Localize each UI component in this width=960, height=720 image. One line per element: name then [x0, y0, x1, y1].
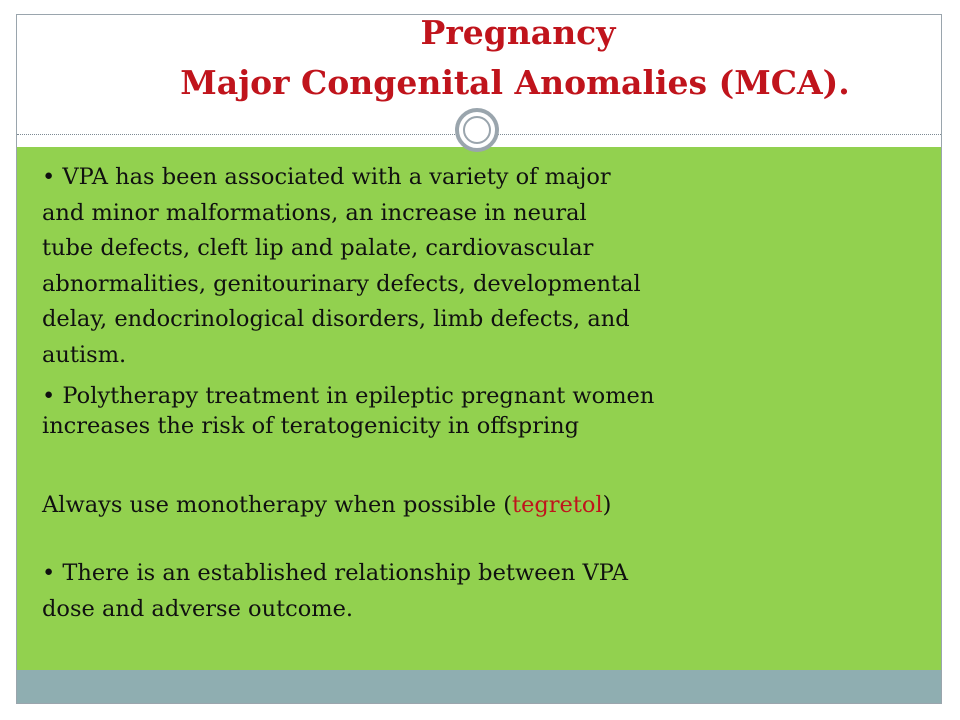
paragraph-polytherapy: [42, 381, 654, 441]
slide-title-line1: Pregnancy: [420, 13, 616, 52]
paragraph-line: increases the risk of teratogenicity in offspring: [42, 413, 580, 439]
paragraph-vpa-dose: [42, 556, 628, 627]
slide-title-line2: Major Congenital Anomalies (MCA).: [180, 63, 850, 102]
paragraph-line: autism.: [42, 341, 127, 368]
monotherapy-close-paren: ): [602, 492, 612, 518]
tegretol-highlight: tegretol: [512, 492, 603, 518]
paragraph-line: dose and adverse outcome.: [42, 595, 354, 622]
paragraph-line: and minor malformations, an increase in neural: [42, 199, 587, 226]
divider-ring-ornament: [455, 108, 499, 152]
monotherapy-text: Always use monotherapy when possible (: [42, 492, 513, 518]
paragraph-line: abnormalities, genitourinary defects, developmental: [42, 270, 641, 297]
paragraph-vpa-malformations: [42, 160, 641, 373]
paragraph-line: • VPA has been associated with a variety of major: [42, 164, 611, 190]
paragraph-line: tube defects, cleft lip and palate, cardiovascular: [42, 235, 594, 261]
paragraph-monotherapy: [42, 488, 611, 524]
paragraph-line: delay, endocrinological disorders, limb defects, and: [42, 306, 630, 332]
paragraph-line: • There is an established relationship between VPA: [42, 560, 629, 586]
paragraph-line: • Polytherapy treatment in epileptic pregnant women: [42, 383, 655, 409]
footer-band: [17, 670, 941, 703]
